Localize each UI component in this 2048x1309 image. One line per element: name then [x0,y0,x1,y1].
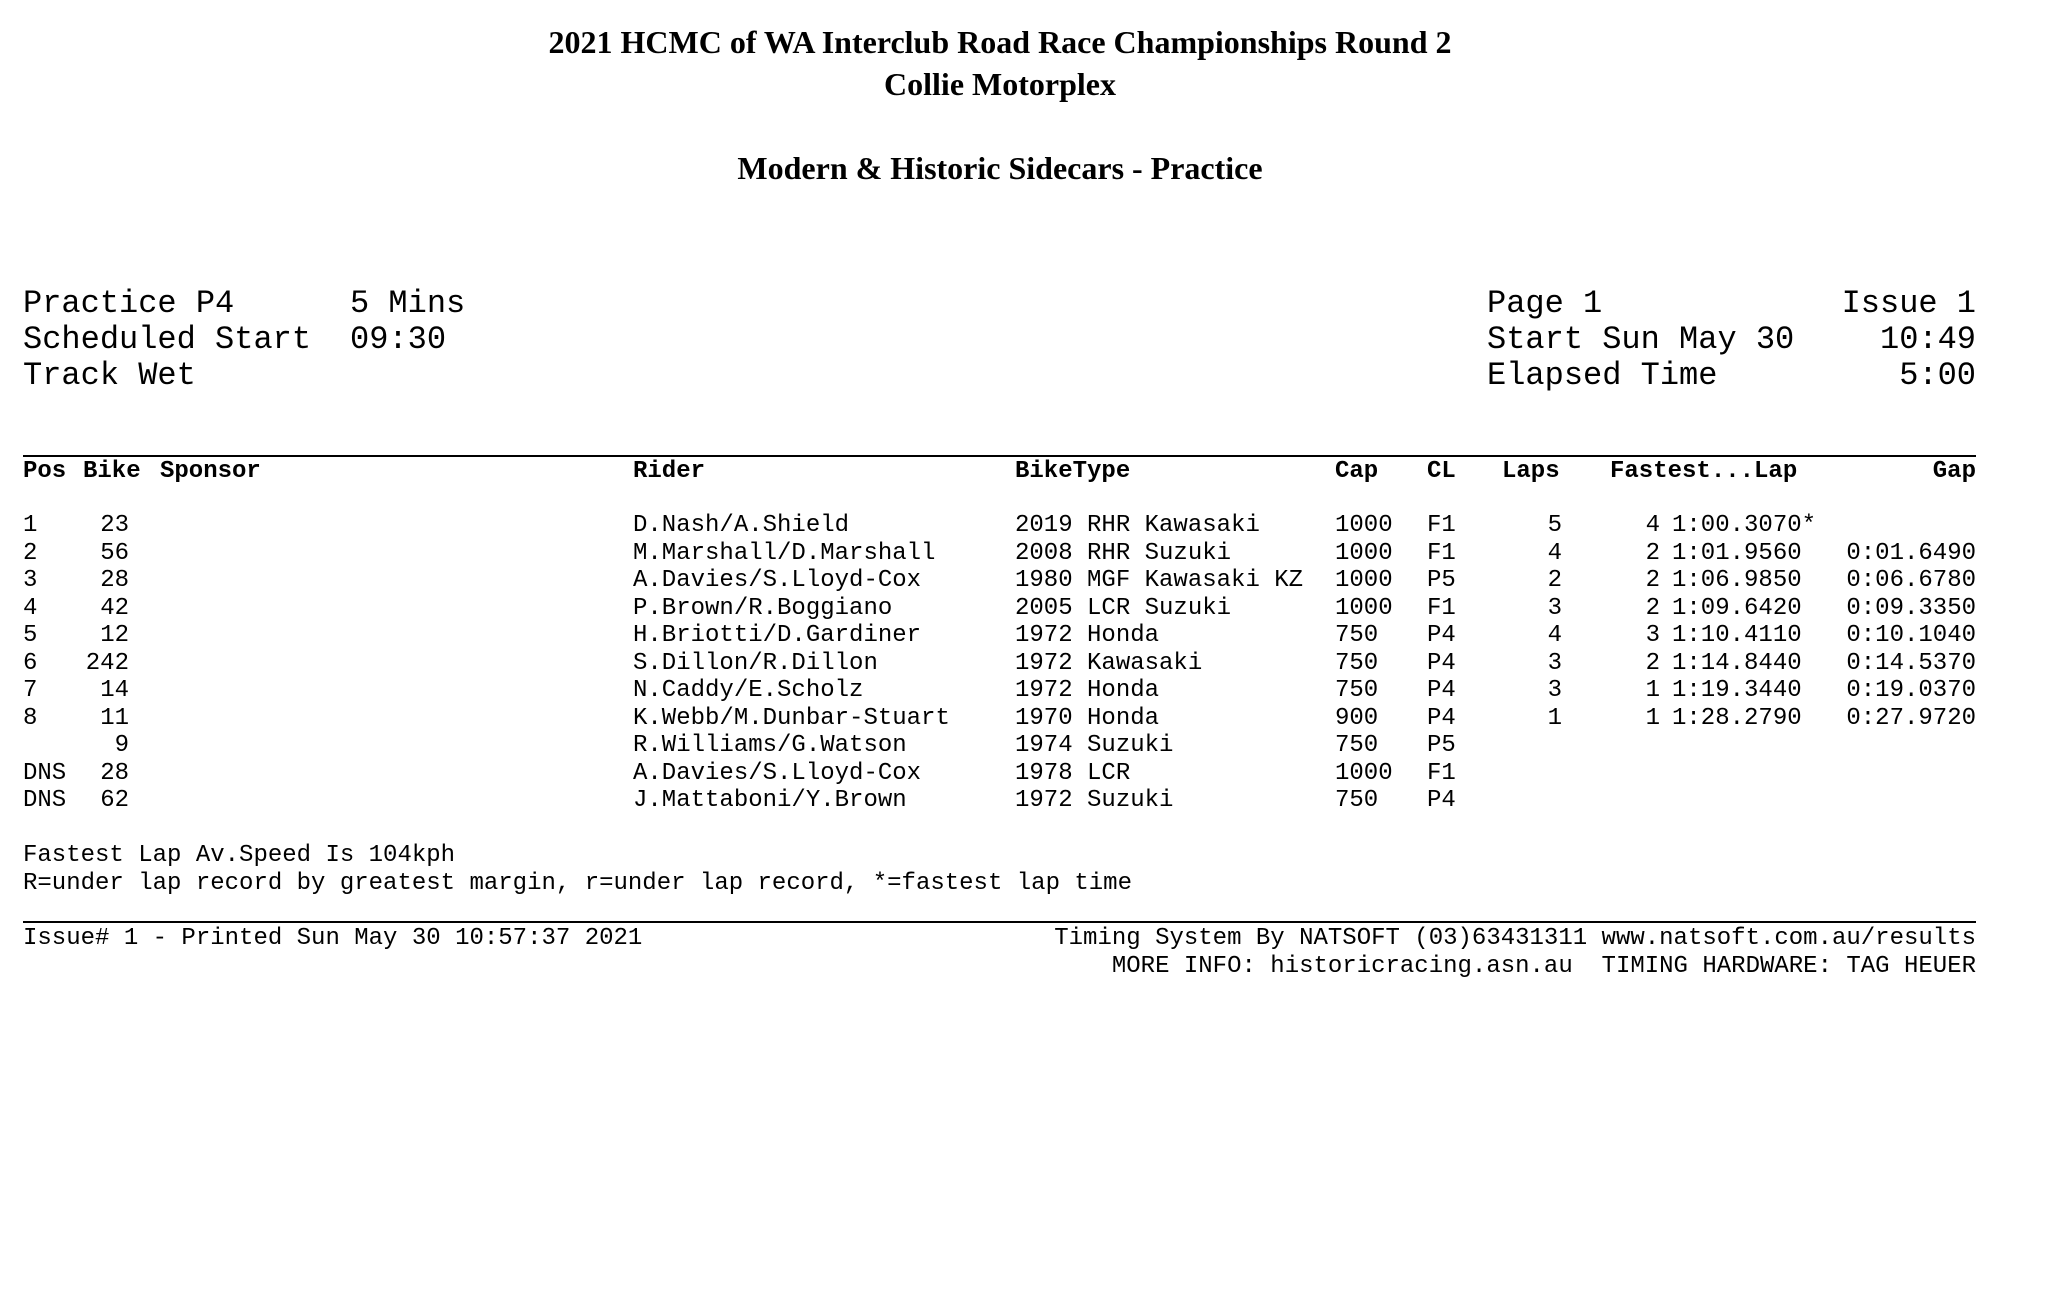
gap-cell: 0:06.6780 [1846,567,1976,594]
biketype-cell: 1980 MGF Kawasaki KZ [1015,567,1304,594]
rider-cell: A.Davies/S.Lloyd-Cox [633,567,922,594]
table-row [0,650,2048,678]
table-row [0,760,2048,788]
bike-cell: 242 [85,649,129,677]
col-fastest-header: Fastest...Lap [1610,458,1798,485]
cap-cell: 1000 [1335,512,1393,539]
laps-cell: 3 [1547,649,1562,677]
gap-cell: 0:19.0370 [1846,677,1976,704]
elapsed-value: 5:00 [1899,357,1976,394]
table-row [0,787,2048,815]
session-duration: 5 Mins [350,285,466,322]
cap-cell: 750 [1335,732,1379,759]
biketype-cell: 1978 LCR [1015,759,1131,787]
fastest-lap-number-cell: 2 [1645,594,1660,622]
rider-cell: R.Williams/G.Watson [633,732,907,759]
table-row [0,540,2048,568]
biketype-cell: 1972 Suzuki [1015,787,1174,814]
fastest-time-cell: 1:19.3440 [1672,677,1802,704]
cl-cell: F1 [1427,594,1456,622]
bike-cell: 14 [100,677,129,704]
cap-cell: 750 [1335,622,1379,649]
biketype-cell: 1972 Honda [1015,677,1160,704]
cl-cell: F1 [1427,512,1456,539]
laps-cell: 4 [1547,539,1562,567]
rider-cell: K.Webb/M.Dunbar-Stuart [633,704,950,732]
pos-cell: 6 [23,649,38,677]
bike-cell: 12 [100,622,129,649]
rider-cell: D.Nash/A.Shield [633,512,850,539]
fastest-lap-number-cell: 1 [1645,704,1660,732]
rider-cell: N.Caddy/E.Scholz [633,677,864,704]
pos-cell: 1 [23,512,38,539]
pos-cell: 4 [23,594,38,622]
col-pos-header: Pos [23,458,67,485]
timing-system-info: Timing System By NATSOFT (03)63431311 www.natsoft.com.au/results [1054,925,1976,952]
fastest-lap-number-cell: 2 [1645,649,1660,677]
laps-cell: 5 [1547,512,1562,539]
cl-cell: P4 [1427,704,1456,732]
fastest-time-cell: 1:10.4110 [1672,622,1802,649]
gap-cell: 0:10.1040 [1846,622,1976,649]
gap-cell: 0:14.5370 [1846,649,1976,677]
pos-cell: 7 [23,677,38,704]
cl-cell: P4 [1427,677,1456,704]
pos-cell: DNS [23,787,67,814]
fastest-time-cell: 1:28.2790 [1672,704,1802,732]
biketype-cell: 2005 LCR Suzuki [1015,594,1232,622]
fastest-time-cell: 1:14.8440 [1672,649,1802,677]
pos-cell: 5 [23,622,38,649]
more-info: MORE INFO: historicracing.asn.au TIMING HARDWARE: TAG HEUER [1111,952,1976,980]
laps-cell: 4 [1547,622,1562,649]
fastest-lap-number-cell: 3 [1645,622,1660,649]
col-bike-header: Bike [83,458,141,485]
start-time: 10:49 [1879,321,1976,358]
col-gap-header: Gap [1932,458,1976,485]
fastest-speed-note: Fastest Lap Av.Speed Is 104kph [23,842,456,869]
bike-cell: 23 [100,512,129,539]
scheduled-start-label: Scheduled Start [23,321,312,358]
printed-info: Issue# 1 - Printed Sun May 30 10:57:37 2021 [23,925,643,952]
legend-note: R=under lap record by greatest margin, r=under lap record, *=fastest lap time [23,869,1132,897]
cl-cell: F1 [1427,539,1456,567]
pos-cell: 8 [23,704,38,732]
fastest-lap-number-cell: 2 [1645,539,1660,567]
bike-cell: 28 [100,759,129,787]
cl-cell: P4 [1427,622,1456,649]
gap-cell: 0:27.9720 [1846,704,1976,732]
cap-cell: 1000 [1335,759,1393,787]
issue-number: Issue 1 [1841,285,1976,322]
pos-cell: DNS [23,759,67,787]
biketype-cell: 1970 Honda [1015,704,1160,732]
cl-cell: P5 [1427,732,1456,759]
laps-cell: 3 [1547,677,1562,704]
col-cap-header: Cap [1335,458,1379,485]
table-row [0,567,2048,595]
table-row [0,677,2048,705]
bike-cell: 62 [100,787,129,814]
cl-cell: P4 [1427,787,1456,814]
table-row [0,705,2048,733]
cl-cell: F1 [1427,759,1456,787]
bike-cell: 42 [100,594,129,622]
event-title: Modern & Historic Sidecars - Practice [737,150,1263,186]
fastest-time-cell: 1:00.3070* [1672,512,1817,539]
cap-cell: 1000 [1335,567,1393,594]
fastest-lap-number-cell: 1 [1645,677,1660,704]
bike-cell: 56 [100,539,129,567]
cap-cell: 750 [1335,677,1379,704]
gap-cell: 0:09.3350 [1846,594,1976,622]
bike-cell: 11 [100,704,129,732]
venue-title: Collie Motorplex [884,66,1116,102]
gap-cell: 0:01.6490 [1846,539,1976,567]
session-name: Practice P4 [23,285,235,322]
cap-cell: 750 [1335,787,1379,814]
fastest-time-cell: 1:06.9850 [1672,567,1802,594]
col-cl-header: CL [1427,458,1456,485]
track-condition: Track Wet [23,357,196,394]
cl-cell: P5 [1427,567,1456,594]
divider-bottom [23,921,1976,923]
biketype-cell: 1974 Suzuki [1015,732,1174,759]
fastest-lap-number-cell: 2 [1645,567,1660,594]
col-rider-header: Rider [633,458,706,485]
laps-cell: 1 [1547,704,1562,732]
report-title: 2021 HCMC of WA Interclub Road Race Championships Round 2 [548,24,1452,60]
biketype-cell: 2008 RHR Suzuki [1015,539,1232,567]
biketype-cell: 1972 Kawasaki [1015,649,1203,677]
cap-cell: 1000 [1335,594,1393,622]
fastest-time-cell: 1:01.9560 [1672,539,1802,567]
cap-cell: 750 [1335,649,1379,677]
pos-cell: 3 [23,567,38,594]
page-number: Page 1 [1487,285,1603,322]
col-biketype-header: BikeType [1015,458,1131,485]
cap-cell: 900 [1335,704,1379,732]
fastest-lap-number-cell: 4 [1645,512,1660,539]
laps-cell: 3 [1547,594,1562,622]
bike-cell: 9 [114,732,129,759]
divider-top [23,455,1976,457]
bike-cell: 28 [100,567,129,594]
cap-cell: 1000 [1335,539,1393,567]
col-laps-header: Laps [1502,458,1560,485]
table-row [0,732,2048,760]
cl-cell: P4 [1427,649,1456,677]
fastest-time-cell: 1:09.6420 [1672,594,1802,622]
rider-cell: S.Dillon/R.Dillon [633,649,878,677]
elapsed-label: Elapsed Time [1487,357,1718,394]
table-row [0,512,2048,540]
pos-cell: 2 [23,539,38,567]
biketype-cell: 1972 Honda [1015,622,1160,649]
rider-cell: A.Davies/S.Lloyd-Cox [633,759,922,787]
laps-cell: 2 [1547,567,1562,594]
start-label: Start Sun May 30 [1487,321,1795,358]
table-row [0,595,2048,623]
table-row [0,622,2048,650]
rider-cell: H.Briotti/D.Gardiner [633,622,922,649]
rider-cell: J.Mattaboni/Y.Brown [633,787,907,814]
col-sponsor-header: Sponsor [160,458,261,485]
biketype-cell: 2019 RHR Kawasaki [1015,512,1260,539]
rider-cell: M.Marshall/D.Marshall [633,539,936,567]
rider-cell: P.Brown/R.Boggiano [633,594,893,622]
scheduled-start-time: 09:30 [350,321,447,358]
